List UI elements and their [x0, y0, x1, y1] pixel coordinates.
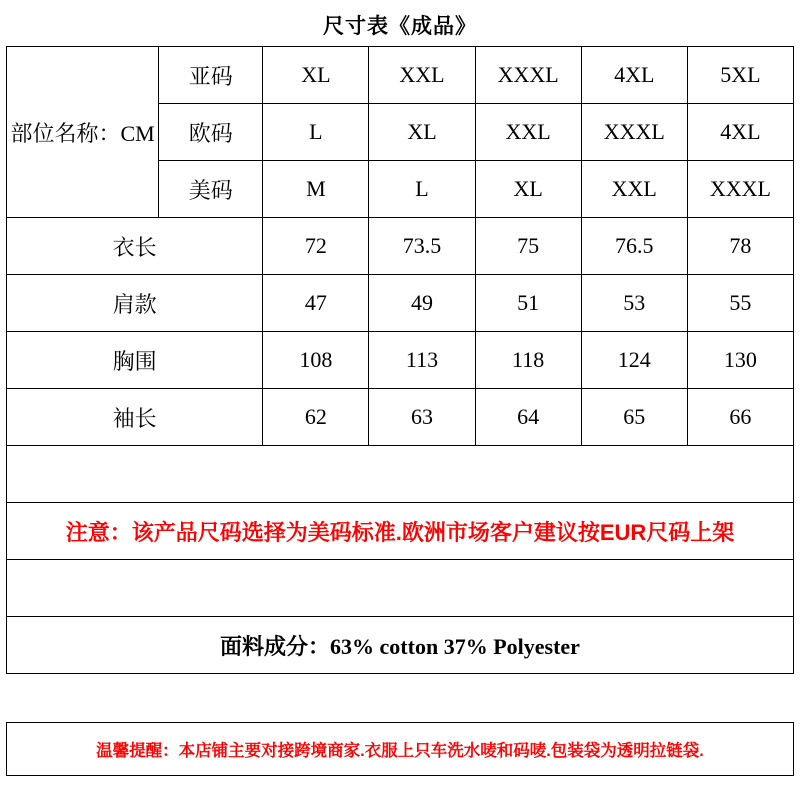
measure-cell: 76.5	[581, 218, 687, 275]
measure-cell: 130	[687, 332, 793, 389]
size-cell: 5XL	[687, 47, 793, 104]
size-cell: XXL	[369, 47, 475, 104]
table-row	[7, 47, 794, 104]
size-cell: 4XL	[581, 47, 687, 104]
measure-cell: 73.5	[369, 218, 475, 275]
measure-label-bust: 胸围	[7, 332, 263, 389]
table-row-spacer	[7, 560, 794, 617]
size-cell: XL	[369, 104, 475, 161]
size-cell: XL	[263, 47, 369, 104]
size-standard-notice: 注意：该产品尺码选择为美码标准.欧洲市场客户建议按EUR尺码上架	[7, 503, 794, 560]
measure-label-shoulder: 肩款	[7, 275, 263, 332]
table-row	[7, 218, 794, 275]
code-row-label-asia: 亚码	[159, 47, 263, 104]
part-name-label: 部位名称：CM	[7, 47, 159, 218]
measure-cell: 47	[263, 275, 369, 332]
measure-cell: 49	[369, 275, 475, 332]
size-chart-table	[6, 46, 794, 674]
measure-cell: 63	[369, 389, 475, 446]
bottom-reminder-box	[6, 722, 794, 776]
measure-cell: 55	[687, 275, 793, 332]
measure-cell: 65	[581, 389, 687, 446]
measure-cell: 108	[263, 332, 369, 389]
measure-cell: 75	[475, 218, 581, 275]
notice-row	[7, 503, 794, 560]
table-row	[7, 389, 794, 446]
page-title: 尺寸表《成品》	[323, 14, 477, 38]
measure-cell: 64	[475, 389, 581, 446]
size-cell: XL	[475, 161, 581, 218]
size-cell: XXXL	[475, 47, 581, 104]
spacer-cell	[7, 560, 794, 617]
measure-cell: 72	[263, 218, 369, 275]
measure-cell: 53	[581, 275, 687, 332]
spacer-cell	[7, 446, 794, 503]
measure-cell: 113	[369, 332, 475, 389]
size-cell: XXXL	[581, 104, 687, 161]
size-cell: XXL	[475, 104, 581, 161]
bottom-reminder-text: 温馨提醒：本店铺主要对接跨境商家.衣服上只车洗水唛和码唛.包装袋为透明拉链袋.	[96, 742, 704, 760]
measure-cell: 124	[581, 332, 687, 389]
measure-label-length: 衣长	[7, 218, 263, 275]
size-cell: XXXL	[687, 161, 793, 218]
code-row-label-us: 美码	[159, 161, 263, 218]
size-cell: 4XL	[687, 104, 793, 161]
measure-label-sleeve: 袖长	[7, 389, 263, 446]
measure-cell: 78	[687, 218, 793, 275]
measure-cell: 66	[687, 389, 793, 446]
measure-cell: 51	[475, 275, 581, 332]
code-row-label-eu: 欧码	[159, 104, 263, 161]
size-cell: L	[369, 161, 475, 218]
fabric-row	[7, 617, 794, 674]
table-row	[7, 332, 794, 389]
fabric-composition: 面料成分：63% cotton 37% Polyester	[7, 617, 794, 674]
table-row-spacer	[7, 446, 794, 503]
measure-cell: 62	[263, 389, 369, 446]
table-row	[7, 275, 794, 332]
size-cell: L	[263, 104, 369, 161]
size-cell: M	[263, 161, 369, 218]
size-cell: XXL	[581, 161, 687, 218]
measure-cell: 118	[475, 332, 581, 389]
